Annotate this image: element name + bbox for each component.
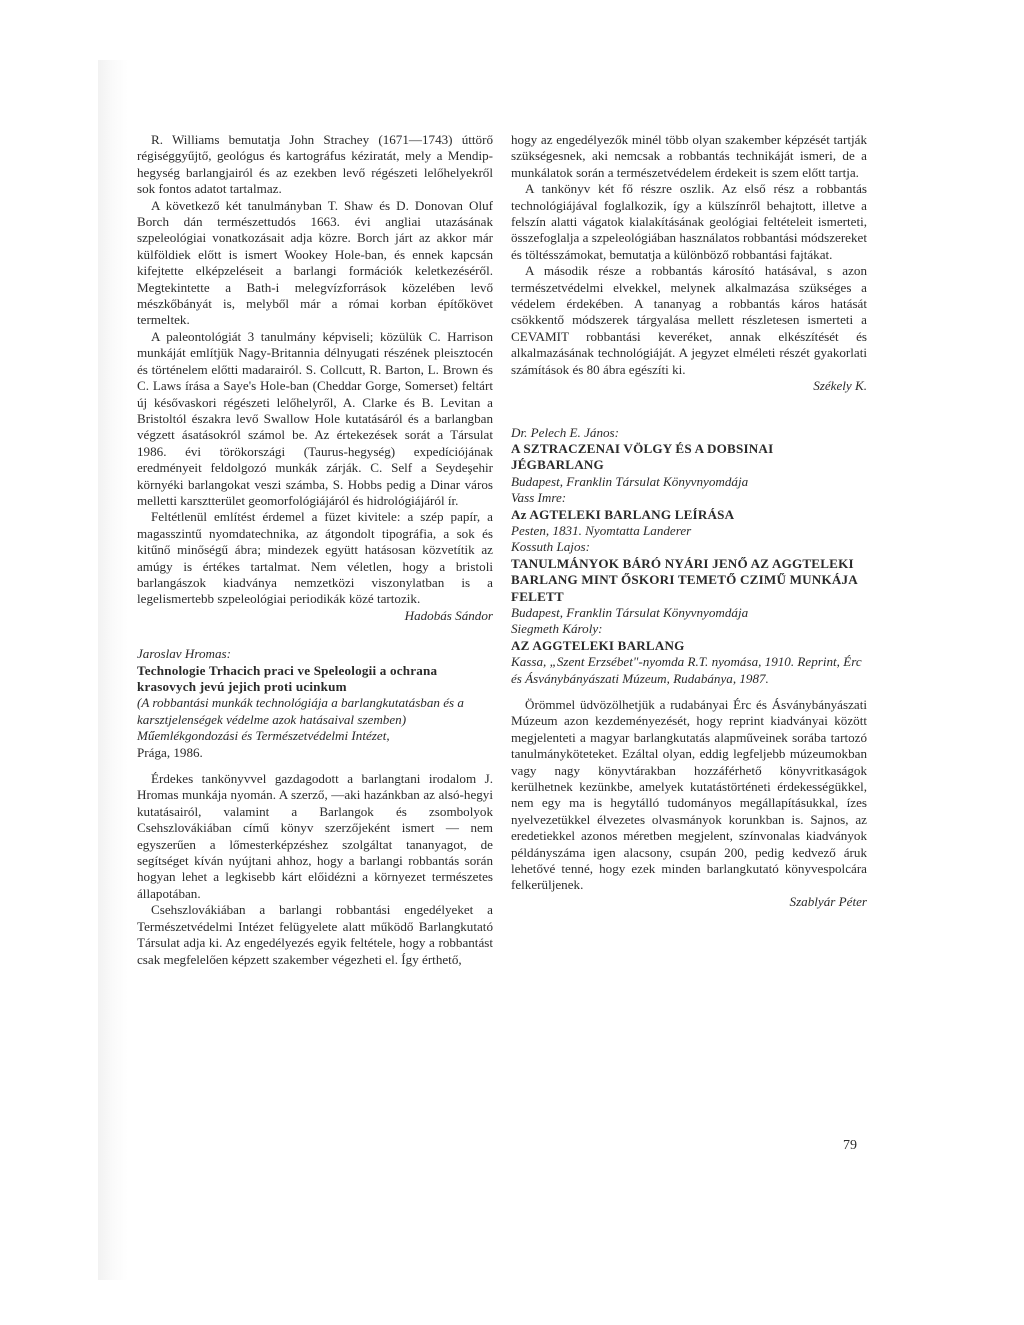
scan-edge-shadow — [98, 60, 128, 1280]
book-title: TANULMÁNYOK BÁRÓ NYÁRI JENŐ AZ AGGTELEKI BARLANG MINT ŐSKORI TEMETŐ CZIMŰ MUNKÁJA FELETT — [511, 555, 858, 604]
book-entry — [511, 621, 867, 687]
book-author: Vass Imre: — [511, 490, 567, 506]
book-title: AZ AGGTELEKI BARLANG — [511, 637, 685, 653]
signature-szekely: Székely K. — [813, 378, 867, 394]
paragraph-permits: Csehszlovákiában a barlangi robbantási engedélyeket a Természetvédelmi Intézet felügyelete alatt működő Barlangkutató Társulat adja ki. Az engedélyezés egyik feltétele, hogy a robbantást csak megfelelően képzett szakember végezheti el. Így érthető, — [137, 902, 493, 967]
book-author: Dr. Pelech E. János: — [511, 424, 619, 440]
paragraph-hromas-intro: Érdekes tankönyvvel gazdagodott a barlangtani irodalom J. Hromas munkája nyomán. A szerző, —aki hazánkban az alsó-hegyi kutatásairól, valamint a Barlangok és zsombolyok Csehszlovákiában című könyv szerzőjeként ismert — nem egyszerűen a lőmesterképzéshez szolgáltat tananyagot, de segítséget kíván nyújtani ahhoz, hogy a barlangi robbantás során hogyan lehet a legkisebb kárt előidézni a környezet természetes állapotában. — [137, 771, 493, 901]
signature-szablyar: Szablyár Péter — [789, 893, 867, 909]
book-title: Az AGTELEKI BARLANG LEÍRÁSA — [511, 506, 735, 522]
book-entry — [511, 425, 867, 491]
book-author: Siegmeth Károly: — [511, 621, 603, 637]
signature-hadobas: Hadobás Sándor — [404, 607, 493, 623]
right-column — [511, 132, 867, 910]
paragraph-continuation: hogy az engedélyezők minél több olyan szakember képzését tartják szükségesnek, aki nemcsak a robbantás technikáját ismeri, de a munkálatok során a természetvédelem érdekeit is szem előtt tartja. — [511, 132, 867, 180]
book-publisher: Budapest, Franklin Társulat Könyvnyomdája — [511, 473, 749, 489]
book-publisher: Budapest, Franklin Társulat Könyvnyomdája — [511, 604, 749, 620]
book-entry — [511, 490, 867, 539]
review-author: Jaroslav Hromas: — [137, 646, 231, 662]
paragraph-paleontology: A paleontológiát 3 tanulmány képviseli; közülük C. Harrison munkáját említjük Nagy-Britannia délnyugati részének pleisztocén és történelem előtti madarairól. S. Collcutt, R. Barton, L. Brown és C. Laws írása a Saye's Hole-ban (Cheddar Gorge, Somerset) feltárt új késővaskori régészeti lelőhelyről, A. Clarke és B. Levitan a Bristoltól északra levő Swallow Hole kutatásáról és a barlangban végzett ásatásokról számol be. Az értekezések sorát a Társulat 1986. évi törökországi (Taurus-hegység) expedíciójának eredményeit feldolgozó munkák zárják. C. Self a Seydeşehir környéki barlangokat veszi számba, S. Hobbs pedig a Dinar város melletti karsztterület geomorfológiájáról és hidrológiájáról ír. — [137, 328, 493, 508]
review-title: Technologie Trhacich praci ve Speleologii a ochrana krasovych jevú jejich proti ucinkum — [137, 662, 438, 694]
paragraph-williams: R. Williams bemutatja John Strachey (1671—1743) úttörő régiséggyűjtő, geológus és kartográfus kéziratát, mely a Mendip-hegység barlangjairól és az ezekben levő régészeti lelőhelyekről sok fontos adatot tartalmaz. — [137, 132, 493, 197]
page-number: 79 — [843, 1138, 857, 1153]
paragraph-print-quality: Feltétlenül említést érdemel a füzet kivitele: a szép papír, a magasszintű nyomdatechnika, az átgondolt tipográfia, a sok és kitűnő minőségű ábra; mindezek együtt hatásosan közvetítik az amúgy is értékes tartalmat. Nem véletlen, hogy a bristoli barlangászok kiadványa nemzetközi viszonylatban is a legelismertebb szpeleológiai periodikák közé tartozik. — [137, 509, 493, 607]
left-column — [137, 132, 493, 968]
review-translation: (A robbantási munkák technológiája a barlangkutatásban és a karsztjelenségek védelme azok hatásaival szemben) — [137, 695, 464, 727]
paragraph-second-part: A második része a robbantás károsító hatásával, s azon természetvédelmi elvekkel, melynek alkalmazása szükséges a védelem érdekében. A tananyag a robbantás káros hatását csökkentő módszerek tárgyalása mellett részletesen ismerteti a CEVAMIT robbantási keveréket, annak elkészítését és alkalmazásának technológiáját. A jegyzet elméleti részét gyakorlati számítások és 80 ábra egészíti ki. — [511, 263, 867, 377]
paragraph-borch: A következő két tanulmányban T. Shaw és D. Donovan Oluf Borch dán természettudós 1663. évi angliai utazásának szpeleológiai vonatkozásait adja közre. Borch járt az akkor már külföldiek előtt is ismert Wookey Hole-ban, és ennek kapcsán kifejtette elképzeléseit a barlangi formációk keletkezéséről. Megtekintette a Bath-i melegvízforrások közelében levő mészkőbányát is, melyből már a római korban építőkövet termeltek. — [137, 197, 493, 328]
book-publisher: Pesten, 1831. Nyomtatta Landerer — [511, 522, 692, 538]
book-entry — [511, 539, 867, 621]
review-place: Prága, 1986. — [137, 744, 203, 760]
paragraph-textbook-parts: A tankönyv két fő részre oszlik. Az első rész a robbantás technológiájával foglalkozik, így a külszínről behajtott, illetve a felszín alatti vágatok kialakításának geológiai feltételeit ismerteti, összefoglalja a szpeleológiában használatos robbantási módszereket és töltésszámokat, bemutatja a különböző robbantási fajtákat. — [511, 181, 867, 262]
book-author: Kossuth Lajos: — [511, 539, 590, 555]
book-publisher: Kassa, „Szent Erzsébet"-nyomda R.T. nyomása, 1910. Reprint, Érc és Ásványbányászati Múzeum, Rudabánya, 1987. — [511, 654, 862, 686]
review-publisher: Műemlékgondozási és Természetvédelmi Intézet, — [137, 728, 390, 744]
book-title: A SZTRACZENAI VÖLGY ÉS A DOBSINAI JÉGBARLANG — [511, 440, 774, 473]
paragraph-reprint-praise: Örömmel üdvözölhetjük a rudabányai Érc és Ásványbányászati Múzeum azon kezdeményezését, hogy reprint kiadványai között megjelenteti a magyar barlangkutatás alapműveinek sorába tartozó tanulmányköteteket. Ezáltal olyan, eddig legfeljebb múzeumokban vagy nagy könyvtárakban hozzáférhető könyvritkaságok kerülhetnek kezünkbe, amelyek kutatástörténeti érdekességükkel, nem egy ma is hegytálló tudományos megállapításukkal, ízes nyelvezetükkel élvezetes olvasmányok korunkban is. Sajnos, az eredetiekkel azonos méretben megjelent, színvonalas kiadványok példányszáma igen alacsony, csupán 200, pedig kedvező áruk lehetővé tenné, hogy ezek minden barlangkutató könyvespolcára felkerüljenek. — [511, 697, 867, 893]
